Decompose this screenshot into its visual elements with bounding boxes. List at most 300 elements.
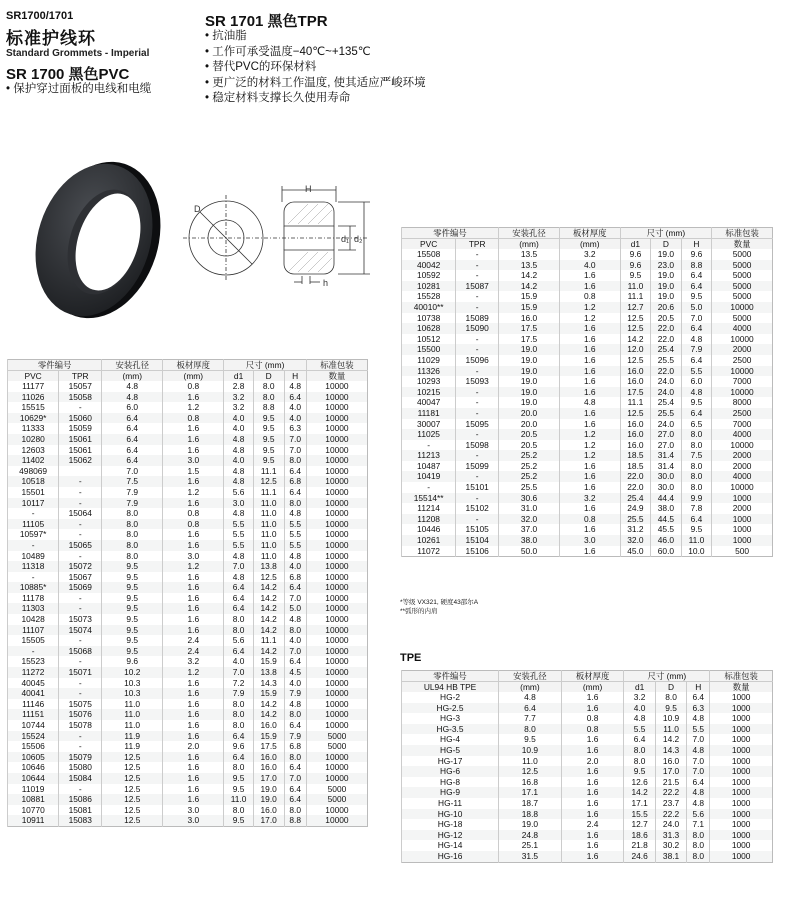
cell-d1: 3.2 — [624, 692, 655, 703]
cell-panel: 3.0 — [163, 455, 224, 466]
cell-hole: 15.9 — [499, 302, 560, 313]
cell-pvc: 10605 — [8, 752, 59, 763]
cell-panel: 1.2 — [559, 429, 620, 440]
cell-D: 20.6 — [651, 302, 682, 313]
cell-pvc: 15506 — [8, 741, 59, 752]
cell-tpr: - — [59, 678, 102, 689]
cell-hole: 31.5 — [499, 851, 562, 862]
cell-qty: 5000 — [712, 291, 773, 302]
cell-panel: 0.8 — [163, 508, 224, 519]
cell-D: 9.5 — [253, 455, 284, 466]
cell-H: 4.8 — [284, 551, 306, 562]
cell-D: 12.5 — [253, 476, 284, 487]
cell-hole: 19.0 — [499, 397, 560, 408]
footnote-1: *等级 VX321, 硬度43邵尔A — [400, 599, 479, 606]
cell-pvc: 10644 — [8, 773, 59, 784]
cell-hole: 13.5 — [499, 249, 560, 260]
cell-hole: 8.0 — [102, 551, 163, 562]
cell-pvc: 11402 — [8, 455, 59, 466]
cell-H: 6.4 — [284, 466, 306, 477]
cell-qty: 1000 — [710, 840, 773, 851]
cell-panel: 1.6 — [561, 787, 624, 798]
cell-tpr: - — [59, 402, 102, 413]
cell-pvc: 10281 — [402, 281, 456, 292]
cell-H: 6.4 — [681, 355, 712, 366]
cell-pvc: 10628 — [402, 323, 456, 334]
cell-tpr: 15081 — [59, 805, 102, 816]
cell-H: 5.5 — [284, 540, 306, 551]
cell-qty: 10000 — [712, 302, 773, 313]
cell-D: 11.0 — [253, 551, 284, 562]
cell-qty: 1000 — [710, 713, 773, 724]
table-row — [8, 614, 368, 625]
cell-panel: 1.6 — [163, 731, 224, 742]
table-row — [8, 593, 368, 604]
cell-hole: 8.0 — [102, 540, 163, 551]
cell-H: 5.5 — [687, 724, 710, 735]
col-hole: 安装孔径 — [102, 360, 163, 371]
cell-hole: 9.5 — [102, 572, 163, 583]
cell-part: HG-10 — [402, 809, 499, 820]
table-row — [402, 376, 773, 387]
cell-D: 25.4 — [651, 397, 682, 408]
right-spec-table — [401, 227, 773, 557]
cell-hole: 12.5 — [102, 805, 163, 816]
cell-part: HG-17 — [402, 756, 499, 767]
table-row — [402, 270, 773, 281]
cell-H: 4.0 — [284, 413, 306, 424]
cell-qty: 5000 — [712, 270, 773, 281]
cell-hole: 6.0 — [102, 402, 163, 413]
cell-H: 7.0 — [681, 313, 712, 324]
cell-H: 5.0 — [681, 302, 712, 313]
cell-D: 15.9 — [253, 656, 284, 667]
cell-d1: 22.0 — [620, 471, 651, 482]
cell-qty: 10000 — [306, 614, 367, 625]
table-row — [402, 334, 773, 345]
cell-panel: 1.6 — [163, 678, 224, 689]
table-row — [402, 471, 773, 482]
cell-d1: 7.9 — [224, 688, 254, 699]
cell-pvc: 11208 — [402, 514, 456, 525]
cell-qty: 1000 — [710, 787, 773, 798]
page-title: 标准护线环 — [6, 29, 96, 48]
cell-panel: 1.6 — [163, 603, 224, 614]
cell-d1: 9.6 — [224, 741, 254, 752]
cell-qty: 10000 — [306, 402, 367, 413]
table-row — [8, 413, 368, 424]
cell-d1: 8.0 — [224, 614, 254, 625]
cell-H: 7.9 — [681, 344, 712, 355]
cell-d1: 18.5 — [620, 461, 651, 472]
cell-d1: 12.7 — [624, 819, 655, 830]
cell-qty: 1000 — [712, 493, 773, 504]
cell-d1: 24.9 — [620, 503, 651, 514]
cell-D: 31.4 — [651, 461, 682, 472]
cell-d1: 25.5 — [620, 514, 651, 525]
cell-D: 10.9 — [655, 713, 686, 724]
cell-tpr: 15078 — [59, 720, 102, 731]
cell-H: 8.8 — [284, 815, 306, 826]
cell-d1: 4.8 — [224, 508, 254, 519]
cell-D: 44.4 — [651, 493, 682, 504]
cell-H: 6.4 — [681, 408, 712, 419]
cell-hole: 37.0 — [499, 524, 560, 535]
cell-H: 7.0 — [687, 756, 710, 767]
cell-pvc: 10881 — [8, 794, 59, 805]
cell-panel: 1.6 — [163, 625, 224, 636]
cell-panel: 1.6 — [559, 408, 620, 419]
col-pack-qty: 数量 — [710, 682, 773, 693]
table-row — [402, 777, 773, 788]
cell-qty: 1000 — [710, 777, 773, 788]
cell-D: 8.0 — [253, 381, 284, 392]
table-row — [402, 546, 773, 557]
table-row — [402, 724, 773, 735]
cell-tpr: 15067 — [59, 572, 102, 583]
cell-panel: 1.6 — [561, 830, 624, 841]
cell-D: 19.0 — [651, 281, 682, 292]
cell-part: HG-11 — [402, 798, 499, 809]
cell-panel: 1.2 — [163, 561, 224, 572]
cell-hole: 17.1 — [499, 787, 562, 798]
cell-qty: 10000 — [306, 561, 367, 572]
cell-D: 12.5 — [253, 572, 284, 583]
cell-H: 8.0 — [681, 482, 712, 493]
cell-tpr: 15076 — [59, 709, 102, 720]
cell-pvc: 11326 — [402, 366, 456, 377]
cell-H: 8.0 — [284, 752, 306, 763]
cell-D: 15.9 — [253, 688, 284, 699]
cell-H: 4.8 — [687, 713, 710, 724]
cell-tpr: 15071 — [59, 667, 102, 678]
cell-tpr: 15087 — [456, 281, 499, 292]
cell-tpr: 15068 — [59, 646, 102, 657]
cell-qty: 500 — [712, 546, 773, 557]
col-H: H — [687, 682, 710, 693]
cell-tpr: - — [59, 593, 102, 604]
tpe-spec-table — [401, 670, 773, 863]
cell-pvc: 10518 — [8, 476, 59, 487]
cell-pvc: 11029 — [402, 355, 456, 366]
table-row — [402, 249, 773, 260]
cell-d1: 12.6 — [624, 777, 655, 788]
cell-pvc: 10592 — [402, 270, 456, 281]
cell-d1: 25.4 — [620, 493, 651, 504]
table-row — [8, 508, 368, 519]
cell-part: HG-2.5 — [402, 703, 499, 714]
table-row — [402, 798, 773, 809]
table-row — [402, 260, 773, 271]
cell-d1: 17.5 — [620, 387, 651, 398]
table-row — [8, 455, 368, 466]
cell-qty: 10000 — [306, 709, 367, 720]
cell-pvc: 11177 — [8, 381, 59, 392]
cell-D: 14.2 — [655, 734, 686, 745]
cell-hole: 20.0 — [499, 419, 560, 430]
col-part-no: 零件编号 — [402, 671, 499, 682]
table-row — [402, 787, 773, 798]
cell-panel: 1.2 — [163, 667, 224, 678]
cell-D: 30.2 — [655, 840, 686, 851]
col-d1: d1 — [224, 371, 254, 382]
table-row — [8, 392, 368, 403]
cell-panel: 1.6 — [163, 752, 224, 763]
cell-hole: 12.5 — [102, 784, 163, 795]
table-row — [402, 461, 773, 472]
cell-H: 6.4 — [284, 762, 306, 773]
cell-panel: 1.6 — [561, 766, 624, 777]
table-row — [402, 429, 773, 440]
cell-pvc: - — [8, 508, 59, 519]
cell-D: 31.4 — [651, 450, 682, 461]
cell-qty: 2000 — [712, 461, 773, 472]
col-D: D — [651, 239, 682, 250]
subheader-row — [402, 682, 773, 693]
cell-hole: 12.5 — [102, 773, 163, 784]
col-hole-unit: (mm) — [499, 239, 560, 250]
cell-D: 11.0 — [253, 498, 284, 509]
cell-H: 6.4 — [284, 794, 306, 805]
cell-panel: 1.6 — [163, 762, 224, 773]
cell-panel: 3.0 — [163, 815, 224, 826]
table-row — [402, 514, 773, 525]
cell-hole: 10.3 — [102, 678, 163, 689]
dimension-drawing — [178, 180, 370, 290]
cell-D: 14.2 — [253, 646, 284, 657]
cell-hole: 20.0 — [499, 408, 560, 419]
cell-hole: 7.9 — [102, 487, 163, 498]
cell-tpr: 15057 — [59, 381, 102, 392]
table-row — [402, 440, 773, 451]
cell-H: 4.0 — [284, 402, 306, 413]
cell-panel: 4.0 — [559, 260, 620, 271]
cell-panel: 1.6 — [559, 503, 620, 514]
cell-D: 14.2 — [253, 709, 284, 720]
cell-tpr: - — [59, 519, 102, 530]
table-row — [402, 745, 773, 756]
table-row — [402, 766, 773, 777]
cell-hole: 4.8 — [102, 392, 163, 403]
cell-pvc: - — [8, 646, 59, 657]
cell-H: 7.0 — [687, 766, 710, 777]
col-tpe: UL94 HB TPE — [402, 682, 499, 693]
cell-qty: 10000 — [306, 466, 367, 477]
cell-d1: 3.2 — [224, 392, 254, 403]
cell-d1: 4.0 — [224, 423, 254, 434]
cell-qty: 5000 — [712, 281, 773, 292]
cell-H: 8.0 — [687, 840, 710, 851]
cell-pvc: 10446 — [402, 524, 456, 535]
cell-qty: 10000 — [306, 498, 367, 509]
cell-tpr: - — [59, 476, 102, 487]
cell-tpr: - — [59, 529, 102, 540]
cell-d1: 4.8 — [224, 434, 254, 445]
grommet-photo — [18, 150, 168, 330]
cell-panel: 1.6 — [559, 281, 620, 292]
cell-panel: 2.4 — [163, 635, 224, 646]
cell-H: 6.4 — [284, 392, 306, 403]
cell-H: 7.9 — [284, 688, 306, 699]
table-row — [402, 524, 773, 535]
cell-D: 24.0 — [651, 419, 682, 430]
cell-panel: 1.6 — [559, 334, 620, 345]
cell-d1: 8.0 — [224, 805, 254, 816]
cell-qty: 2500 — [712, 355, 773, 366]
col-size: 尺寸 (mm) — [624, 671, 710, 682]
cell-hole: 11.0 — [102, 699, 163, 710]
col-H: H — [681, 239, 712, 250]
cell-qty: 10000 — [306, 699, 367, 710]
table-row — [402, 323, 773, 334]
cell-panel: 1.6 — [561, 703, 624, 714]
cell-panel: 0.8 — [163, 381, 224, 392]
cell-D: 11.0 — [253, 540, 284, 551]
table-row — [8, 476, 368, 487]
cell-d1: 8.0 — [624, 745, 655, 756]
cell-D: 14.3 — [655, 745, 686, 756]
table-row — [402, 450, 773, 461]
cell-D: 38.1 — [655, 851, 686, 862]
cell-part: HG-18 — [402, 819, 499, 830]
col-tpr: TPR — [59, 371, 102, 382]
cell-qty: 10000 — [306, 381, 367, 392]
cell-D: 14.2 — [253, 582, 284, 593]
cell-qty: 5000 — [712, 260, 773, 271]
cell-panel: 1.6 — [163, 423, 224, 434]
cell-hole: 11.0 — [102, 720, 163, 731]
cell-tpr: 15072 — [59, 561, 102, 572]
table-row — [8, 773, 368, 784]
cell-panel: 1.6 — [163, 392, 224, 403]
cell-D: 14.2 — [253, 699, 284, 710]
cell-pvc: 10428 — [8, 614, 59, 625]
cell-D: 13.8 — [253, 667, 284, 678]
table-row — [402, 840, 773, 851]
cell-D: 8.0 — [655, 692, 686, 703]
cell-tpr: - — [456, 387, 499, 398]
cell-d1: 6.4 — [224, 752, 254, 763]
table-row — [8, 529, 368, 540]
table-row — [402, 291, 773, 302]
cell-pvc: 11213 — [402, 450, 456, 461]
cell-tpr: 15084 — [59, 773, 102, 784]
cell-qty: 5000 — [712, 313, 773, 324]
cell-qty: 4000 — [712, 471, 773, 482]
table-row — [8, 445, 368, 456]
cell-qty: 1000 — [710, 692, 773, 703]
cell-pvc: 40045 — [8, 678, 59, 689]
cell-hole: 14.2 — [499, 281, 560, 292]
cell-D: 17.5 — [253, 741, 284, 752]
tpr-bullet: • 稳定材料支撑长久使用寿命 — [205, 91, 426, 107]
table-row — [402, 355, 773, 366]
page-subtitle: Standard Grommets - Imperial — [6, 48, 150, 59]
cell-d1: 15.5 — [624, 809, 655, 820]
cell-H: 8.0 — [687, 851, 710, 862]
cell-pvc: 15523 — [8, 656, 59, 667]
cell-panel: 1.6 — [163, 688, 224, 699]
cell-d1: 9.5 — [624, 766, 655, 777]
cell-panel: 1.6 — [163, 582, 224, 593]
cell-tpr: - — [456, 397, 499, 408]
cell-qty: 1000 — [710, 734, 773, 745]
cell-qty: 1000 — [710, 819, 773, 830]
subheader-row — [402, 239, 773, 250]
tpe-heading: TPE — [400, 652, 422, 664]
cell-part: HG-12 — [402, 830, 499, 841]
cell-pvc: 40041 — [8, 688, 59, 699]
cell-d1: 32.0 — [620, 535, 651, 546]
cell-D: 11.0 — [253, 529, 284, 540]
cell-H: 4.8 — [284, 381, 306, 392]
cell-D: 22.2 — [655, 809, 686, 820]
col-D: D — [655, 682, 686, 693]
table-row — [8, 466, 368, 477]
cell-panel: 1.2 — [559, 440, 620, 451]
cell-tpr: 15069 — [59, 582, 102, 593]
cell-hole: 19.0 — [499, 355, 560, 366]
tpr-heading: SR 1701 黑色TPR — [205, 13, 328, 30]
cell-hole: 12.5 — [102, 762, 163, 773]
cell-panel: 1.6 — [559, 524, 620, 535]
cell-pvc: 10597* — [8, 529, 59, 540]
cell-H: 6.4 — [681, 270, 712, 281]
cell-H: 4.8 — [687, 798, 710, 809]
cell-qty: 10000 — [306, 625, 367, 636]
cell-d1: 2.8 — [224, 381, 254, 392]
cell-panel: 2.4 — [163, 646, 224, 657]
cell-pvc: 10512 — [402, 334, 456, 345]
cell-H: 5.5 — [681, 366, 712, 377]
cell-hole: 6.4 — [499, 703, 562, 714]
cell-panel: 1.6 — [163, 794, 224, 805]
cell-d1: 14.2 — [624, 787, 655, 798]
cell-panel: 1.6 — [561, 840, 624, 851]
cell-d1: 12.7 — [620, 302, 651, 313]
cell-d1: 4.8 — [224, 445, 254, 456]
cell-pvc: 15515 — [8, 402, 59, 413]
cell-D: 24.0 — [651, 376, 682, 387]
table-row — [8, 784, 368, 795]
pvc-heading: SR 1700 黑色PVC — [6, 66, 130, 83]
cell-D: 9.5 — [655, 703, 686, 714]
table-row — [8, 635, 368, 646]
cell-D: 14.3 — [253, 678, 284, 689]
cell-pvc: 11072 — [402, 546, 456, 557]
cell-tpr: - — [456, 291, 499, 302]
cell-tpr: 15104 — [456, 535, 499, 546]
cell-d1: 4.8 — [224, 572, 254, 583]
cell-panel: 1.6 — [163, 699, 224, 710]
col-pvc: PVC — [8, 371, 59, 382]
cell-hole: 7.5 — [102, 476, 163, 487]
cell-d1: 4.8 — [224, 476, 254, 487]
cell-d1: 4.8 — [224, 466, 254, 477]
cell-tpr: - — [59, 731, 102, 742]
cell-d1: 14.2 — [620, 334, 651, 345]
cell-panel: 1.6 — [163, 720, 224, 731]
cell-qty: 5000 — [306, 731, 367, 742]
cell-H: 10.0 — [681, 546, 712, 557]
cell-qty: 10000 — [712, 334, 773, 345]
cell-part: HG-6 — [402, 766, 499, 777]
table-row — [8, 519, 368, 530]
cell-hole: 9.6 — [102, 656, 163, 667]
cell-H: 4.8 — [284, 699, 306, 710]
cell-tpr: 15064 — [59, 508, 102, 519]
cell-tpr: 15095 — [456, 419, 499, 430]
